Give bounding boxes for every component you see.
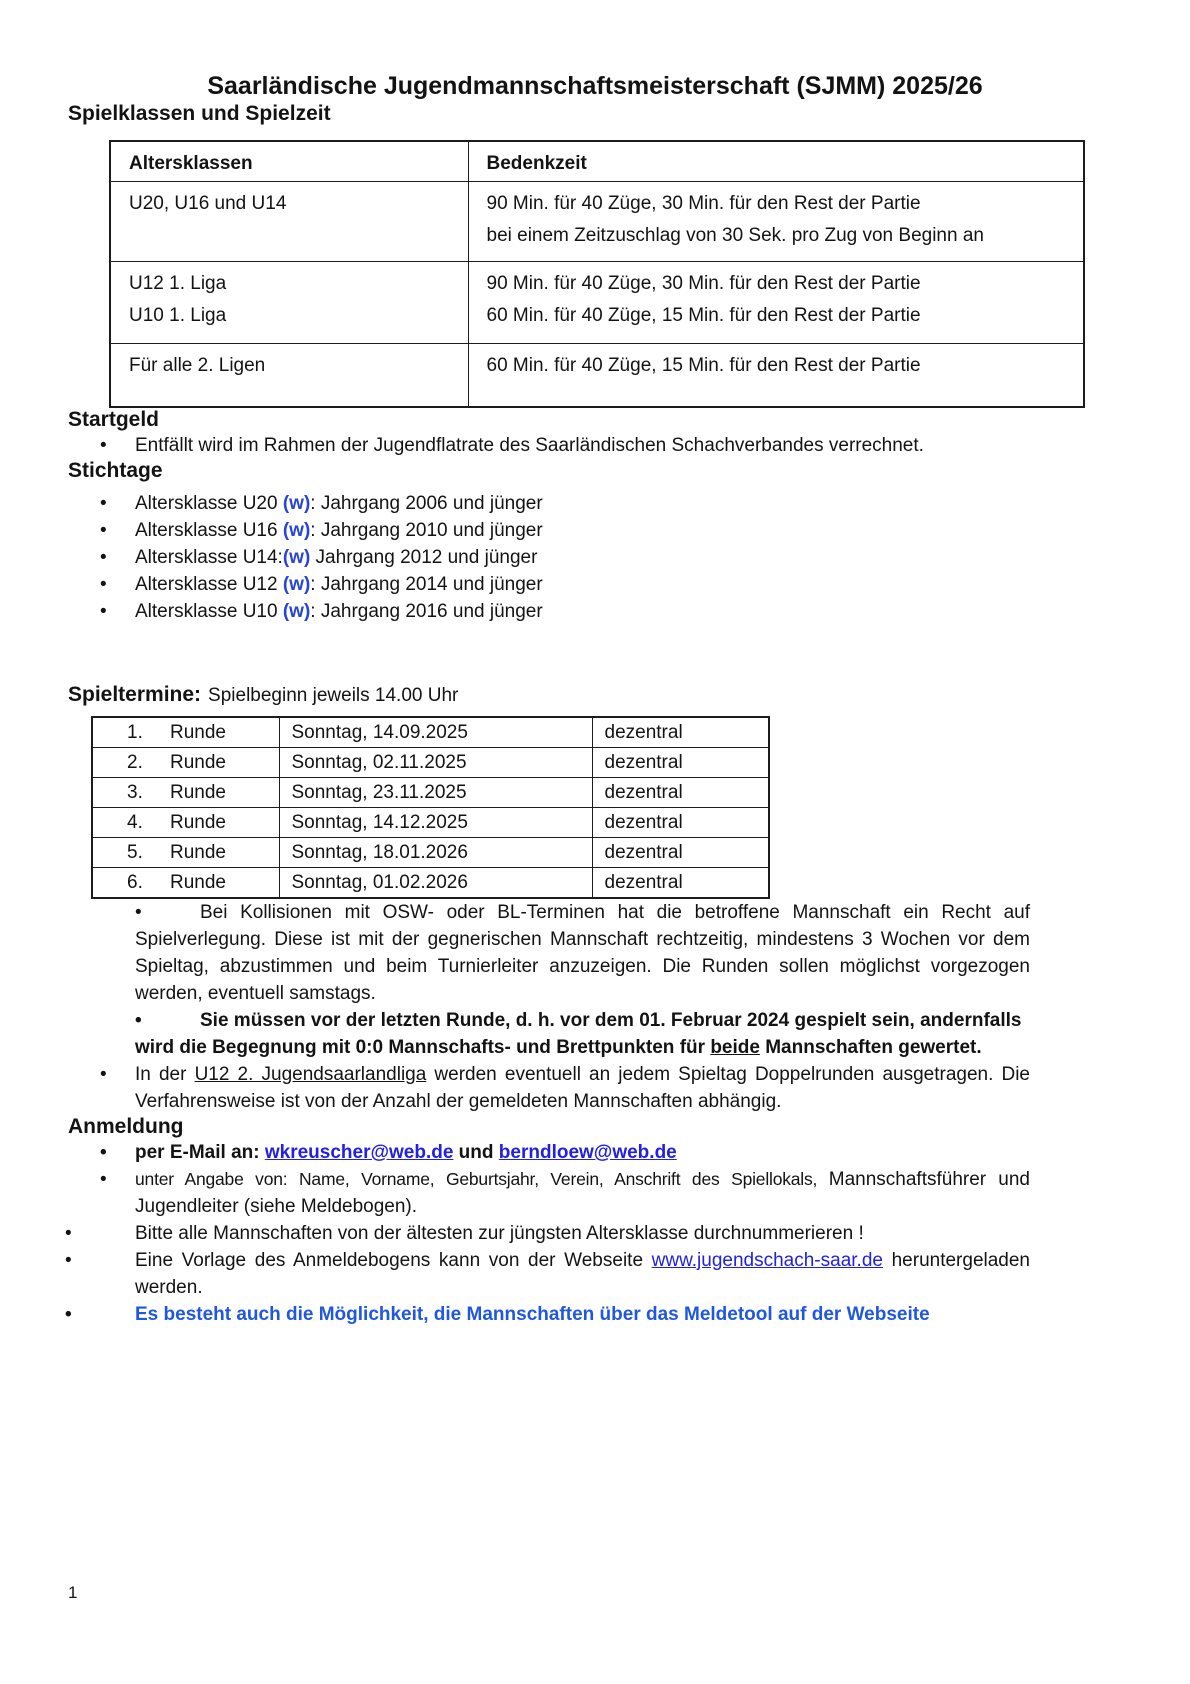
w-flag: (w)	[282, 601, 311, 622]
spieltermine-table	[91, 716, 770, 899]
altersklasse-line: Für alle 2. Ligen	[129, 354, 266, 376]
table-row	[110, 261, 1084, 343]
email-label: per E-Mail an:	[135, 1142, 265, 1163]
round-label: Runde	[170, 812, 226, 833]
spielklassen-table	[109, 140, 1085, 408]
bullet-marker: •	[100, 1142, 107, 1163]
stichtag-text: : Jahrgang 2014 und jünger	[310, 574, 543, 595]
bedenkzeit-line: 60 Min. für 40 Züge, 15 Min. für den Rest der Partie	[486, 354, 921, 376]
stichtag-item	[100, 517, 1030, 544]
page-title: Saarländische Jugendmannschaftsmeisterschaft (SJMM) 2025/26	[207, 72, 983, 100]
round-number-cell	[92, 748, 279, 778]
round-mode-cell: dezentral	[592, 748, 769, 778]
round-number: 4.	[127, 812, 143, 833]
altersklasse-line: U12 1. Liga	[129, 272, 227, 294]
stichtag-text: Altersklasse U14:	[135, 547, 283, 568]
bullet-marker: •	[100, 520, 107, 541]
bullet-marker: •	[65, 1223, 72, 1244]
spieltermine-subtitle: Spielbeginn jeweils 14.00 Uhr	[208, 685, 459, 706]
heading-spieltermine	[68, 682, 1190, 709]
bullet-marker: •	[100, 493, 107, 514]
bullet-marker: •	[100, 574, 107, 595]
altersklasse-cell	[110, 261, 468, 343]
round-date-cell: Sonntag, 14.09.2025	[279, 717, 592, 748]
heading-spielklassen: Spielklassen und Spielzeit	[68, 102, 331, 125]
note-u12-text: In der	[135, 1064, 195, 1085]
note-frist	[135, 1007, 1030, 1061]
altersklasse-line: U10 1. Liga	[129, 304, 227, 326]
email-separator: und	[453, 1142, 499, 1163]
page-number: 1	[68, 1583, 78, 1602]
bullet-marker: •	[100, 1064, 107, 1085]
round-number-cell	[92, 778, 279, 808]
round-date-cell: Sonntag, 18.01.2026	[279, 838, 592, 868]
round-row	[92, 808, 769, 838]
w-flag: (w)	[282, 547, 311, 568]
round-row	[92, 717, 769, 748]
email-link-wkreuscher[interactable]: wkreuscher@web.de	[264, 1142, 454, 1163]
note-u12	[100, 1061, 1030, 1115]
note-kollision-text: Bei Kollisionen mit OSW- oder BL-Terminen hat die betroffene Mannschaft ein Recht auf Spielverlegung. Diese ist mit der gegnerischen Mannschaft rechtzeitig, mindestens 3 Wochen vor dem Spieltag, abzustimmen und beim Turnierleiter anzuzeigen. Die Runden sollen möglichst vorgezogen werden, eventuell samstags.	[135, 902, 1030, 1004]
website-link[interactable]: www.jugendschach-saar.de	[651, 1250, 883, 1271]
table-row	[110, 181, 1084, 261]
note-kollision	[135, 899, 1030, 1007]
round-number-cell	[92, 868, 279, 899]
anmeldung-meldetool	[65, 1301, 1030, 1328]
round-number: 1.	[127, 722, 143, 743]
stichtag-text: : Jahrgang 2006 und jünger	[310, 493, 543, 514]
round-mode-cell: dezentral	[592, 808, 769, 838]
round-date-cell: Sonntag, 23.11.2025	[279, 778, 592, 808]
round-number-cell	[92, 717, 279, 748]
startgeld-text: Entfällt wird im Rahmen der Jugendflatrate des Saarländischen Schachverbandes verrechnet.	[135, 435, 924, 456]
col-header-altersklassen: Altersklassen	[110, 141, 468, 181]
stichtag-text: : Jahrgang 2010 und jünger	[310, 520, 543, 541]
bedenkzeit-cell	[468, 181, 1084, 261]
round-number-cell	[92, 838, 279, 868]
stichtag-text: Altersklasse U20	[135, 493, 283, 514]
round-mode-cell: dezentral	[592, 717, 769, 748]
w-flag: (w)	[282, 493, 311, 514]
round-number: 5.	[127, 842, 143, 863]
altersklasse-cell	[110, 181, 468, 261]
vorlage-text: heruntergeladen werden.	[135, 1250, 1030, 1298]
note-frist-text: Sie müssen vor der letzten Runde, d. h. vor dem 01. Februar 2024 gespielt sein, andernfalls wird die Begegnung mit 0:0 Mannschafts- und Brettpunkten für	[135, 1010, 1022, 1058]
bedenkzeit-cell	[468, 261, 1084, 343]
bullet-marker: •	[135, 1010, 142, 1031]
nummerieren-text: Bitte alle Mannschaften von der ältesten zur jüngsten Altersklasse durchnummerieren !	[135, 1223, 864, 1244]
round-row	[92, 838, 769, 868]
note-u12-text: werden eventuell an jedem Spieltag Doppelrunden ausgetragen. Die Verfahrensweise ist von der Anzahl der gemeldeten Mannschaften abhängig.	[135, 1064, 1030, 1112]
stichtage-list	[0, 490, 1190, 625]
stichtag-text: Altersklasse U16	[135, 520, 283, 541]
bedenkzeit-cell	[468, 343, 1084, 407]
note-frist-underline: beide	[710, 1037, 760, 1058]
altersklasse-cell	[110, 343, 468, 407]
round-row	[92, 868, 769, 899]
email-link-berndloew[interactable]: berndloew@web.de	[498, 1142, 677, 1163]
heading-anmeldung: Anmeldung	[68, 1115, 184, 1138]
stichtag-text: Jahrgang 2012 und jünger	[310, 547, 538, 568]
table-row	[110, 343, 1084, 407]
round-label: Runde	[170, 782, 226, 803]
round-number: 3.	[127, 782, 143, 803]
round-date-cell: Sonntag, 02.11.2025	[279, 748, 592, 778]
anmeldung-vorlage	[65, 1247, 1030, 1301]
stichtag-text: Altersklasse U12	[135, 574, 283, 595]
note-frist-text: Mannschaften gewertet.	[759, 1037, 982, 1058]
stichtag-text: Altersklasse U10	[135, 601, 283, 622]
angabe-text: Mannschaftsführer und Jugendleiter (siehe Meldebogen).	[135, 1169, 1030, 1217]
heading-stichtage: Stichtage	[68, 459, 163, 482]
bullet-marker: •	[100, 1169, 107, 1190]
bullet-marker: •	[100, 547, 107, 568]
round-row	[92, 778, 769, 808]
vorlage-text: Eine Vorlage des Anmeldebogens kann von der Webseite	[135, 1250, 652, 1271]
bullet-marker: •	[65, 1250, 72, 1271]
angabe-text-small: unter Angabe von: Name, Vorname, Geburtsjahr, Verein, Anschrift des Spiellokals,	[135, 1169, 829, 1189]
stichtag-text: : Jahrgang 2016 und jünger	[310, 601, 543, 622]
round-number: 6.	[127, 872, 143, 893]
round-mode-cell: dezentral	[592, 868, 769, 899]
bullet-marker: •	[65, 1304, 72, 1325]
meldetool-text: Es besteht auch die Möglichkeit, die Mannschaften über das Meldetool auf der Webseite	[135, 1304, 930, 1325]
round-mode-cell: dezentral	[592, 778, 769, 808]
round-mode-cell: dezentral	[592, 838, 769, 868]
bullet-marker: •	[100, 435, 107, 456]
bullet-marker: •	[100, 601, 107, 622]
note-u12-underline: U12 2. Jugendsaarlandliga	[194, 1064, 427, 1085]
round-number: 2.	[127, 752, 143, 773]
heading-startgeld: Startgeld	[68, 408, 160, 431]
round-label: Runde	[170, 752, 226, 773]
round-number-cell	[92, 808, 279, 838]
round-row	[92, 748, 769, 778]
stichtag-item	[100, 544, 1030, 571]
startgeld-bullet	[100, 432, 1030, 459]
round-label: Runde	[170, 842, 226, 863]
round-label: Runde	[170, 872, 226, 893]
bedenkzeit-line: bei einem Zeitzuschlag von 30 Sek. pro Zug von Beginn an	[486, 224, 984, 246]
anmeldung-angabe	[100, 1166, 1030, 1220]
bedenkzeit-line: 90 Min. für 40 Züge, 30 Min. für den Rest der Partie	[486, 272, 921, 294]
altersklasse-line: U20, U16 und U14	[129, 192, 287, 214]
round-date-cell: Sonntag, 14.12.2025	[279, 808, 592, 838]
bedenkzeit-line: 60 Min. für 40 Züge, 15 Min. für den Rest der Partie	[486, 304, 921, 326]
bedenkzeit-line: 90 Min. für 40 Züge, 30 Min. für den Rest der Partie	[486, 192, 921, 214]
round-date-cell: Sonntag, 01.02.2026	[279, 868, 592, 899]
anmeldung-nummerieren	[65, 1220, 1030, 1247]
spieltermine-label: Spieltermine:	[68, 683, 202, 706]
w-flag: (w)	[282, 520, 311, 541]
table-header-row	[110, 141, 1084, 181]
stichtag-item	[100, 490, 1030, 517]
stichtag-item	[100, 571, 1030, 598]
stichtag-item	[100, 598, 1030, 625]
w-flag: (w)	[282, 574, 311, 595]
bullet-marker: •	[135, 902, 142, 923]
col-header-bedenkzeit: Bedenkzeit	[468, 141, 1084, 181]
round-label: Runde	[170, 722, 226, 743]
anmeldung-email	[100, 1139, 1030, 1166]
